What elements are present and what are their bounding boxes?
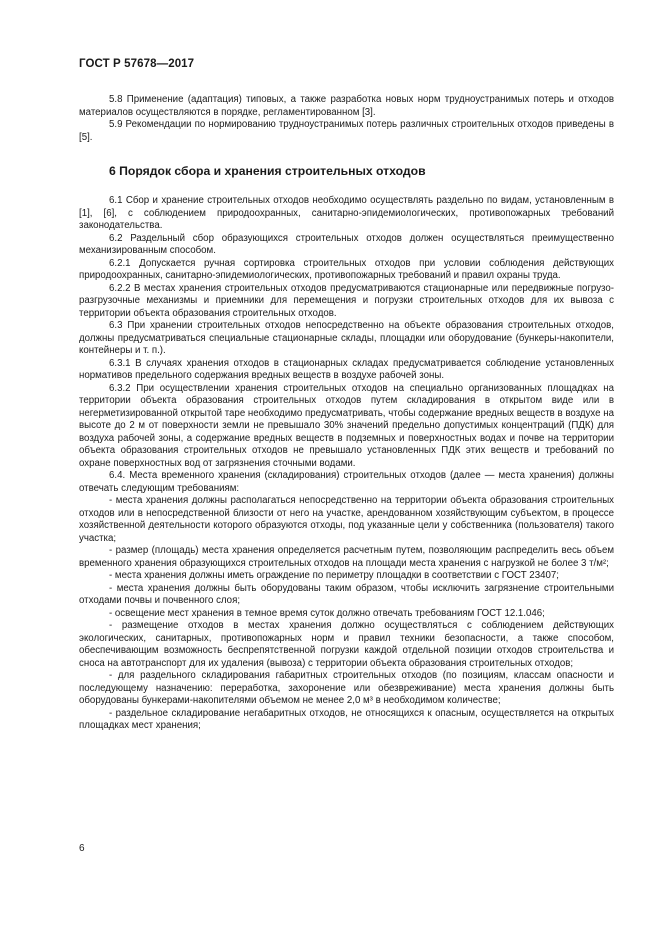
paragraph-6-1: 6.1 Сбор и хранение строительных отходов необходимо осуществлять раздельно по видам, установленным в [1], [6], с соблюдением природоохранных, санитарно-эпидемиологических, противопожарных требований законодательства. <box>79 195 614 231</box>
list-item: - места хранения должны иметь ограждение по периметру площадки в соответствии с ГОСТ 23407; <box>109 570 559 581</box>
list-item: - размещение отходов в местах хранения должно осуществляться с соблюдением действующих экологических, санитарных, противопожарных норм и правил техники безопасности, а также способом, обеспечивающим возможность беспрепятственной погрузки каждой отдельной позиции отходов строительства и сноса на автотранспорт для их удаления (вывоза) с территории объекта образования строительных отходов; <box>79 620 614 669</box>
standard-header: ГОСТ Р 57678—2017 <box>79 58 195 70</box>
list-item: - освещение мест хранения в темное время суток должно отвечать требованиям ГОСТ 12.1.046; <box>109 607 545 619</box>
list-item: - размер (площадь) места хранения определяется расчетным путем, позволяющим распределить весь объем временного хранения образующихся строительных отходов на площади места хранения с нагрузкой не более 3 т/м²; <box>79 545 614 569</box>
paragraph-5-8: 5.8 Применение (адаптация) типовых, а также разработка новых норм трудноустранимых потерь и отходов материалов осуществляются в порядке, регламентированном [3]. <box>79 94 614 118</box>
paragraph-6-3: 6.3 При хранении строительных отходов непосредственно на объекте образования строительных отходов, должны предусматриваться специальные стационарные склады, площадки или оборудование (бункеры-накопители, контейнеры и т. п.). <box>79 320 614 356</box>
list-item: - места хранения должны быть оборудованы таким образом, чтобы исключить загрязнение строительными отходами почвы и почвенного слоя; <box>79 582 614 606</box>
paragraph-6-2-1: 6.2.1 Допускается ручная сортировка строительных отходов при условии соблюдения действующих природоохранных, санитарно-эпидемиологических, противопожарных требований и правил охраны труда. <box>79 257 614 281</box>
list-item: - для раздельного складирования габаритных строительных отходов (по позициям, классам опасности и последующему назначению: переработка, захоронение или обезвреживание) места хранения должны быть оборудованы бункерами-накопителями объемом не менее 2,0 м³ в необходимом количестве; <box>79 670 614 706</box>
paragraph-6-4: 6.4. Места временного хранения (складирования) строительных отходов (далее — места хранения) должны отвечать следующим требованиям: <box>79 470 614 494</box>
paragraph-5-9: 5.9 Рекомендации по нормированию трудноустранимых потерь различных строительных отходов приведены в [5]. <box>79 119 614 143</box>
page-number: 6 <box>79 843 85 854</box>
section-6-title: 6 Порядок сбора и хранения строительных отходов <box>109 164 426 178</box>
paragraph-6-3-2: 6.3.2 При осуществлении хранения строительных отходов на специально организованных площадках на территории объекта образования строительных отходов путем складирования в открытом виде или в негерметизированной открытой таре необходимо предусматривать, чтобы содержание вредных веществ в воздухе на высоте до 2 м от поверхности земли не превышало 30% значений предельно допустимых концентраций (ПДК) для воздуха рабочей зоны, а содержание вредных веществ в подземных и поверхностных водах и почве на территории объекта образования строительных отходов не превышало установленных ПДК этих веществ и требований по охране поверхностных вод от загрязнения сточными водами. <box>79 382 614 469</box>
paragraph-6-2: 6.2 Раздельный сбор образующихся строительных отходов должен осуществляться преимущественно механизированным способом. <box>79 232 614 256</box>
paragraph-6-3-1: 6.3.1 В случаях хранения отходов в стационарных складах предусматривается соблюдение установленных нормативов предельного содержания вредных веществ в воздухе рабочей зоны. <box>79 357 614 381</box>
document-body <box>79 94 614 733</box>
paragraph-6-2-2: 6.2.2 В местах хранения строительных отходов предусматриваются стационарные или передвижные погрузо-разгрузочные механизмы и приемники для перемещения и погрузки строительных отходов для их вывоза с территории объекта образования строительных отходов. <box>79 282 614 319</box>
list-item: - места хранения должны располагаться непосредственно на территории объекта образования строительных отходов или в непосредственной близости от него на участке, арендованном хозяйствующим субъектом, в процессе хозяйственной деятельности которого образуются отходы, под указанные цели у собственника (пользователя) такого участка; <box>79 495 614 544</box>
list-item: - раздельное складирование негабаритных отходов, не относящихся к опасным, осуществляется на открытых площадках мест хранения; <box>79 707 614 731</box>
